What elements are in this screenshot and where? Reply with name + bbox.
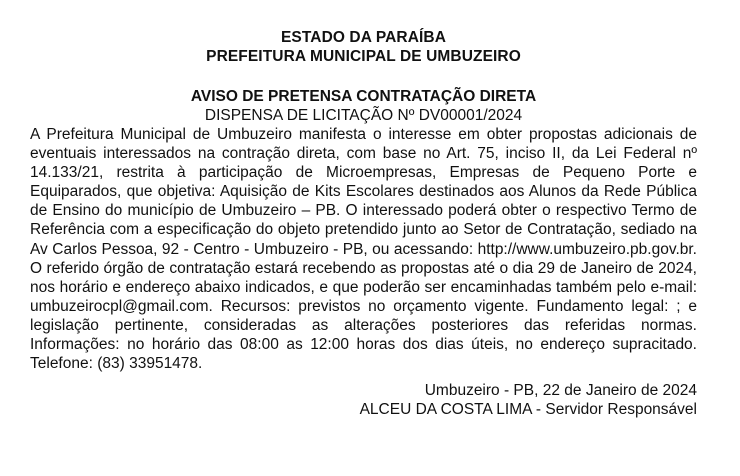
signature-block <box>30 381 697 419</box>
notice-subtitle: DISPENSA DE LICITAÇÃO Nº DV00001/2024 <box>204 107 523 124</box>
notice-title: AVISO DE PRETENSA CONTRATAÇÃO DIRETA <box>190 88 537 105</box>
place-date: Umbuzeiro - PB, 22 de Janeiro de 2024 <box>424 382 697 400</box>
state-heading: ESTADO DA PARAÍBA <box>280 29 447 46</box>
notice-body: A Prefeitura Municipal de Umbuzeiro manifesta o interesse em obter propostas adicionais de eventuais interessados na contração direta, com base no Art. 75, inciso II, da Lei Federal nº 14.133/21, restrita à participação de Microempresas, Empresas de Pequeno Porte e Equiparados, que objetiva: Aquisição de Kits Escolares destinados aos Alunos da Rede Pública de Ensino do município de Umbuzeiro – PB. O interessado poderá obter o respectivo Termo de Referência com a especificação do objeto pretendido junto ao Setor de Contratação, sediado na Av Carlos Pessoa, 92 - Centro - Umbuzeiro - PB, ou acessando: http://www.umbuzeiro.pb.gov.br. O referido órgão de contratação estará recebendo as propostas até o dia 29 de Janeiro de 2024, nos horário e endereço abaixo indicados, e que poderão ser encaminhadas também pelo e-mail: umbuzeirocpl@gmail.com. Recursos: previstos no orçamento vigente. Fundamento legal: ; e legislação pertinente, consideradas as alterações posteriores das referidas normas. Informações: no horário das 08:00 as 12:00 horas dos dias úteis, no endereço supracitado. Telefone: (83) 33951478. <box>30 126 697 373</box>
spacer <box>30 66 697 87</box>
official-notice <box>30 28 697 419</box>
signer-name: ALCEU DA COSTA LIMA - Servidor Responsável <box>359 401 697 419</box>
municipality-heading: PREFEITURA MUNICIPAL DE UMBUZEIRO <box>206 48 521 65</box>
